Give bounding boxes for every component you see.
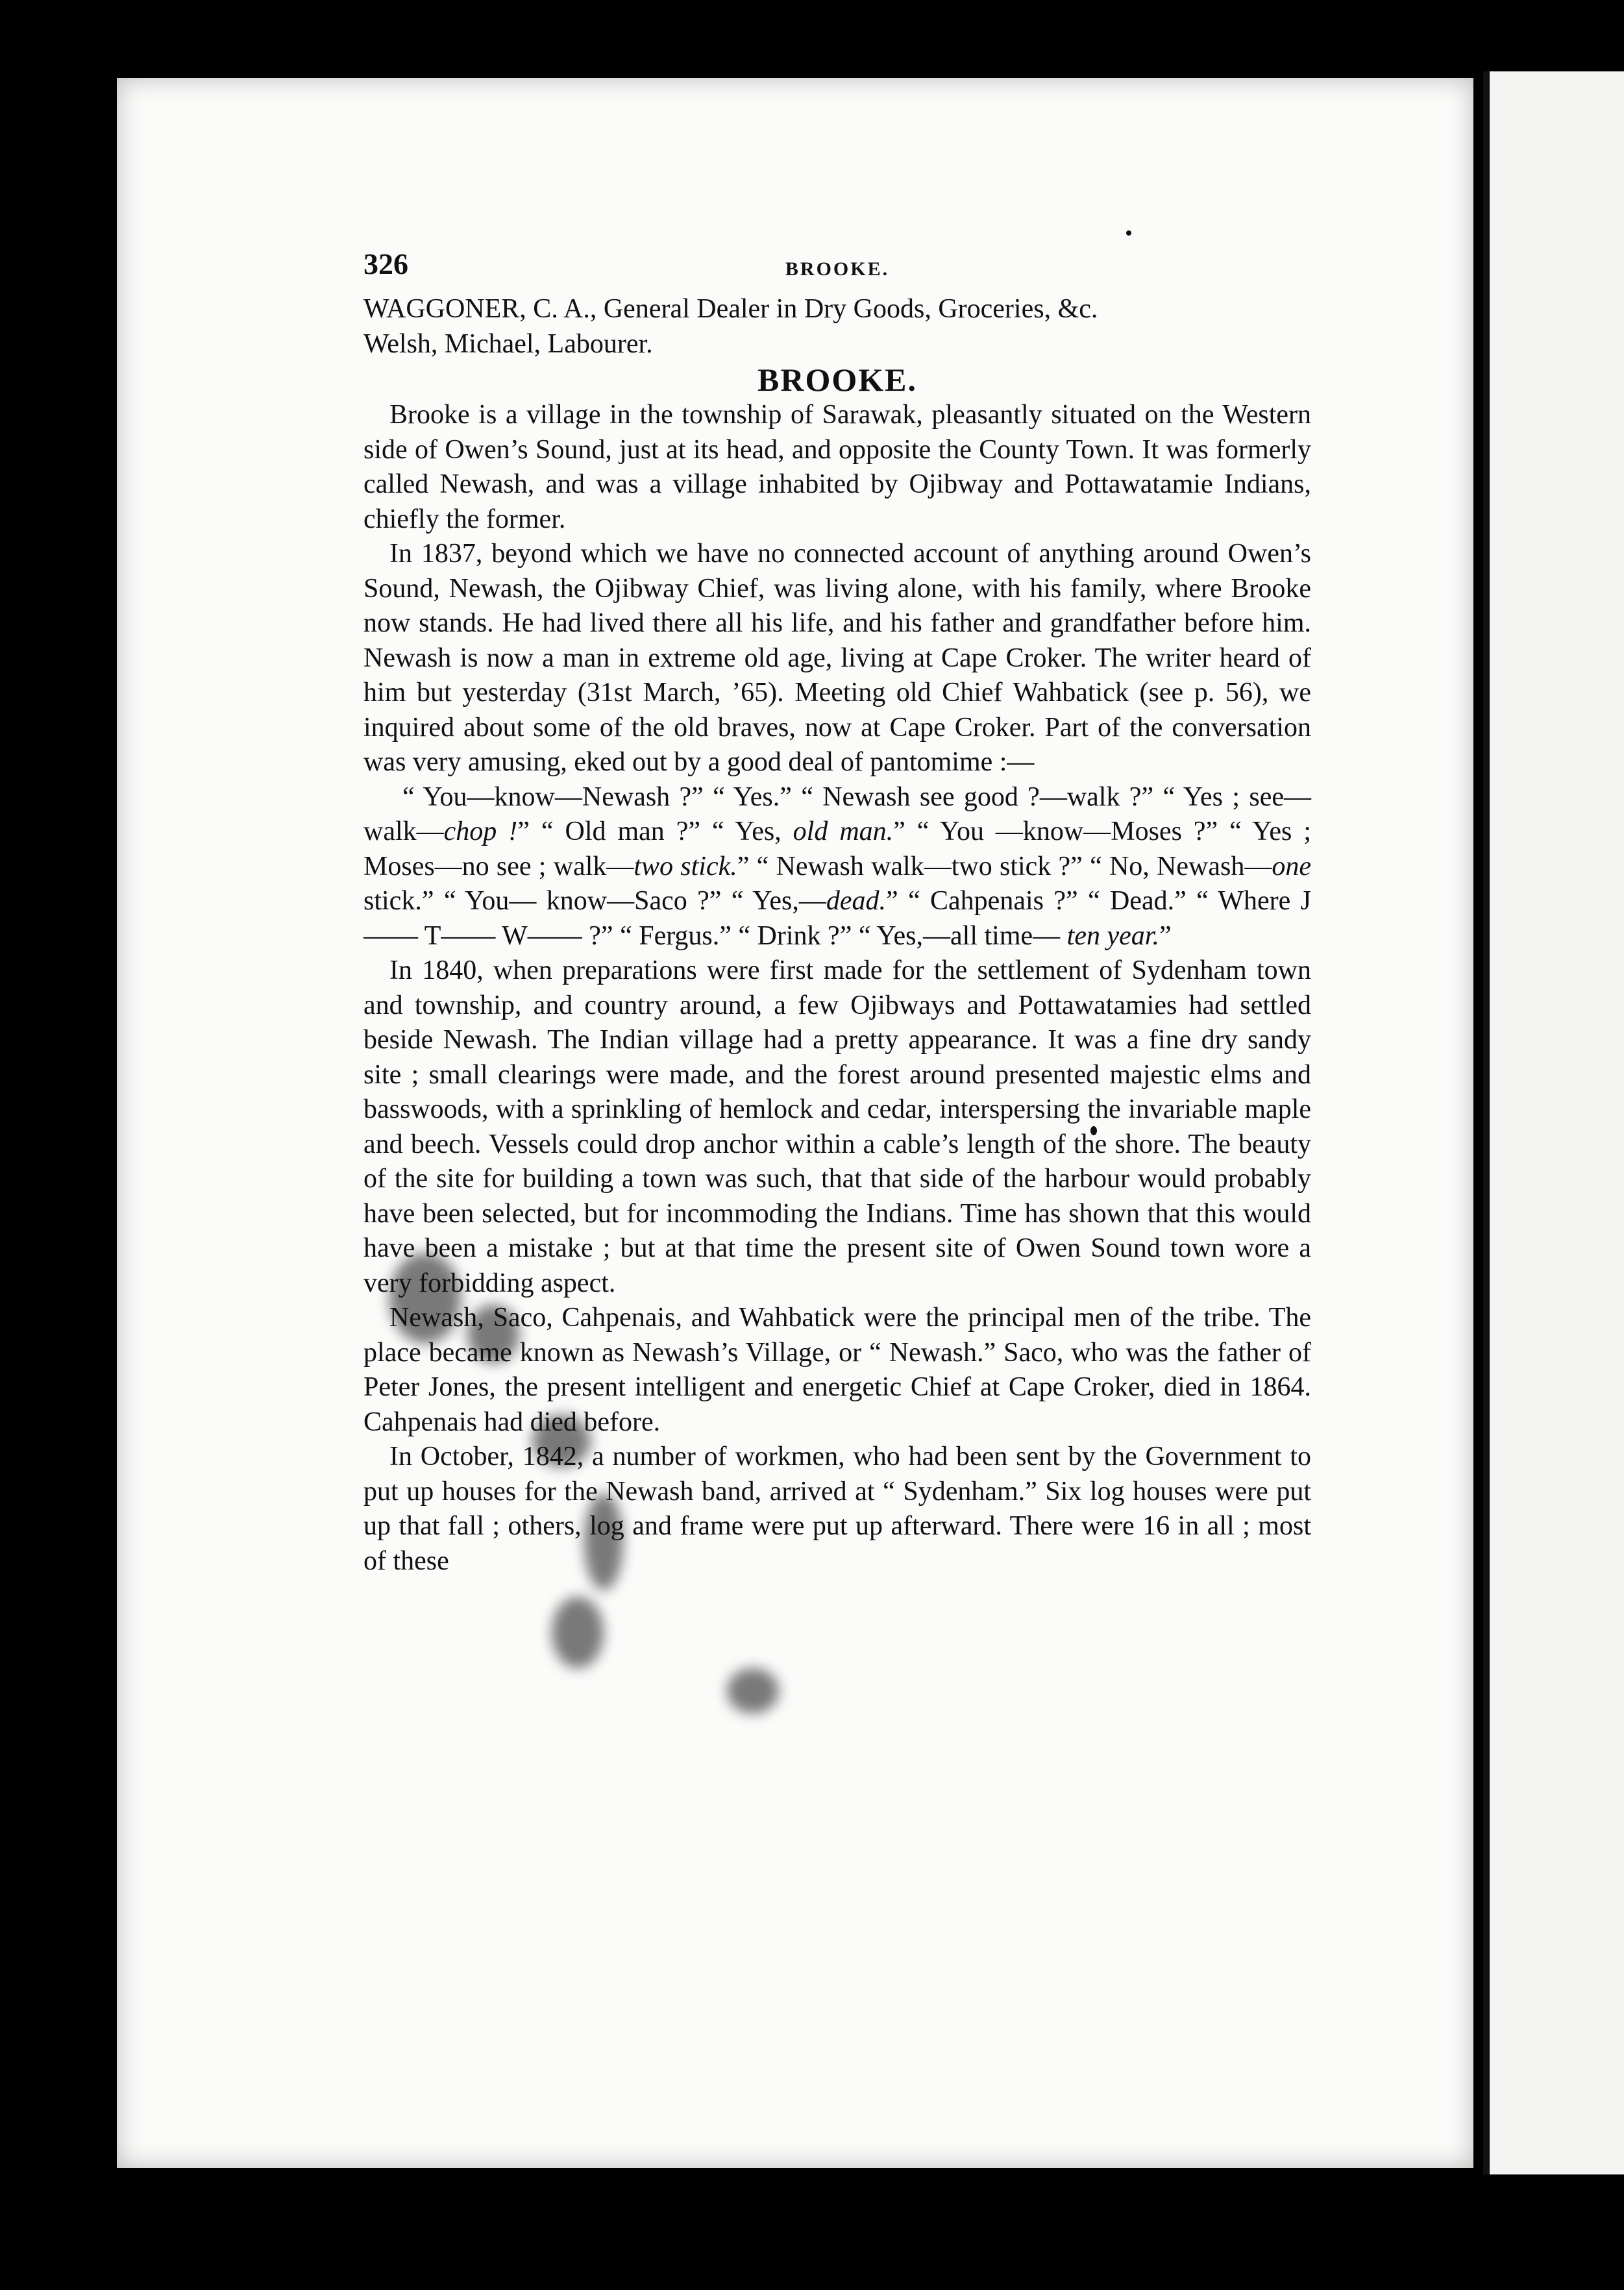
paragraph: In 1840, when preparations were first made for the settlement of Sydenham town and township, and country around, a few Ojibways and Pottawatamies had settled beside Newash. The Indian village had a pretty appearance. It was a fine dry sandy site ; small clearings were made, and the forest around presented majestic elms and basswoods, with a sprinkling of hemlock and cedar, interspersing the invariable maple and beech. Vessels could drop anchor within a cable’s length of the shore. The beauty of the site for building a town was such, that that side of the harbour would probably have been selected, but for incommoding the Indians. Time has shown that this would have been a mistake ; but at that time the present site of Owen Sound town wore a very forbidding aspect.: [363, 955, 1311, 1298]
entry-name: Welsh, Michael,: [363, 328, 541, 359]
ink-stain: [552, 1597, 604, 1668]
dialogue-italic: one: [1272, 851, 1311, 881]
dialogue-italic: chop !: [443, 817, 518, 846]
page-gutter: [1483, 71, 1490, 2174]
dialogue-italic: old man.: [793, 817, 894, 846]
running-head: BROOKE.: [785, 258, 890, 280]
dialogue-text: ” “ Cahpenais ?” “ Dead.” “ Where J—— T—— W—— ?” “ Fergus.” “ Drink ?” “ Yes,—all time—: [363, 886, 1311, 951]
page-content: [363, 247, 1311, 1579]
page-number: 326: [363, 247, 408, 280]
paragraph: Newash, Saco, Cahpenais, and Wahbatick were the principal men of the tribe. The place became known as Newash’s Village, or “ Newash.” Saco, who was the father of Peter Jones, the present intelligent and energetic Chief at Cape Croker, died in 1864. Cahpenais had died before.: [363, 1303, 1311, 1437]
dialogue-text: stick.” “ You— know—Saco ?” “ Yes,—: [363, 886, 826, 916]
page-header: [363, 247, 1311, 292]
dialogue-italic: ten year.: [1066, 920, 1159, 951]
dialogue-italic: two stick.: [634, 851, 737, 881]
dialogue-text: ” “ Old man ?” “ Yes,: [517, 817, 793, 846]
dialogue-text: ” “ Newash walk—two stick ?” “ No, Newash—: [737, 851, 1272, 881]
paragraph: In 1837, beyond which we have no connected account of anything around Owen’s Sound, Newash, the Ojibway Chief, was living alone, with his family, where Brooke now stands. He had lived there all his life, and his father and grandfather before him. Newash is now a man in extreme old age, living at Cape Croker. The writer heard of him but yesterday (31st March, ’65). Meeting old Chief Wahbatick (see p. 56), we inquired about some of the old braves, now at Cape Croker. Part of the conversation was very amusing, eked out by a good deal of pantomime :—: [363, 539, 1311, 777]
dialogue-italic: dead.: [826, 886, 886, 916]
dialogue-paragraph: [363, 780, 1311, 954]
section-title: BROOKE.: [757, 362, 917, 398]
dialogue-text: “ You—know—Newash ?” “ Yes.” “ Newash see good ?—walk ?” “ Yes ; see—walk—: [363, 782, 1311, 846]
ink-stain: [727, 1668, 779, 1714]
entry-name: WAGGONER, C. A.,: [363, 294, 597, 324]
directory-entry: [363, 292, 1311, 327]
paragraph: In October, 1842, a number of workmen, who had been sent by the Government to put up houses for the Newash band, arrived at “ Sydenham.” Six log houses were put up that fall ; others, log and frame were put up afterward. There were 16 in all ; most of these: [363, 1442, 1311, 1576]
adjacent-page-edge: [1483, 71, 1624, 2174]
dust-speck: [1126, 230, 1131, 236]
directory-entry: [363, 327, 1311, 362]
paragraph: Brooke is a village in the township of Sarawak, pleasantly situated on the Western side of Owen’s Sound, just at its head, and opposite the County Town. It was formerly called Newash, and was a village inhabited by Ojibway and Pottawatamie Indians, chiefly the former.: [363, 400, 1311, 534]
entry-description: Labourer.: [541, 328, 653, 359]
dialogue-text: ”: [1159, 920, 1172, 951]
dialogue-text: ” “ You —know—Moses ?” “ Yes ; Moses—no see ; walk—: [363, 817, 1311, 881]
entry-description: General Dealer in Dry Goods, Groceries, &c.: [597, 294, 1098, 324]
